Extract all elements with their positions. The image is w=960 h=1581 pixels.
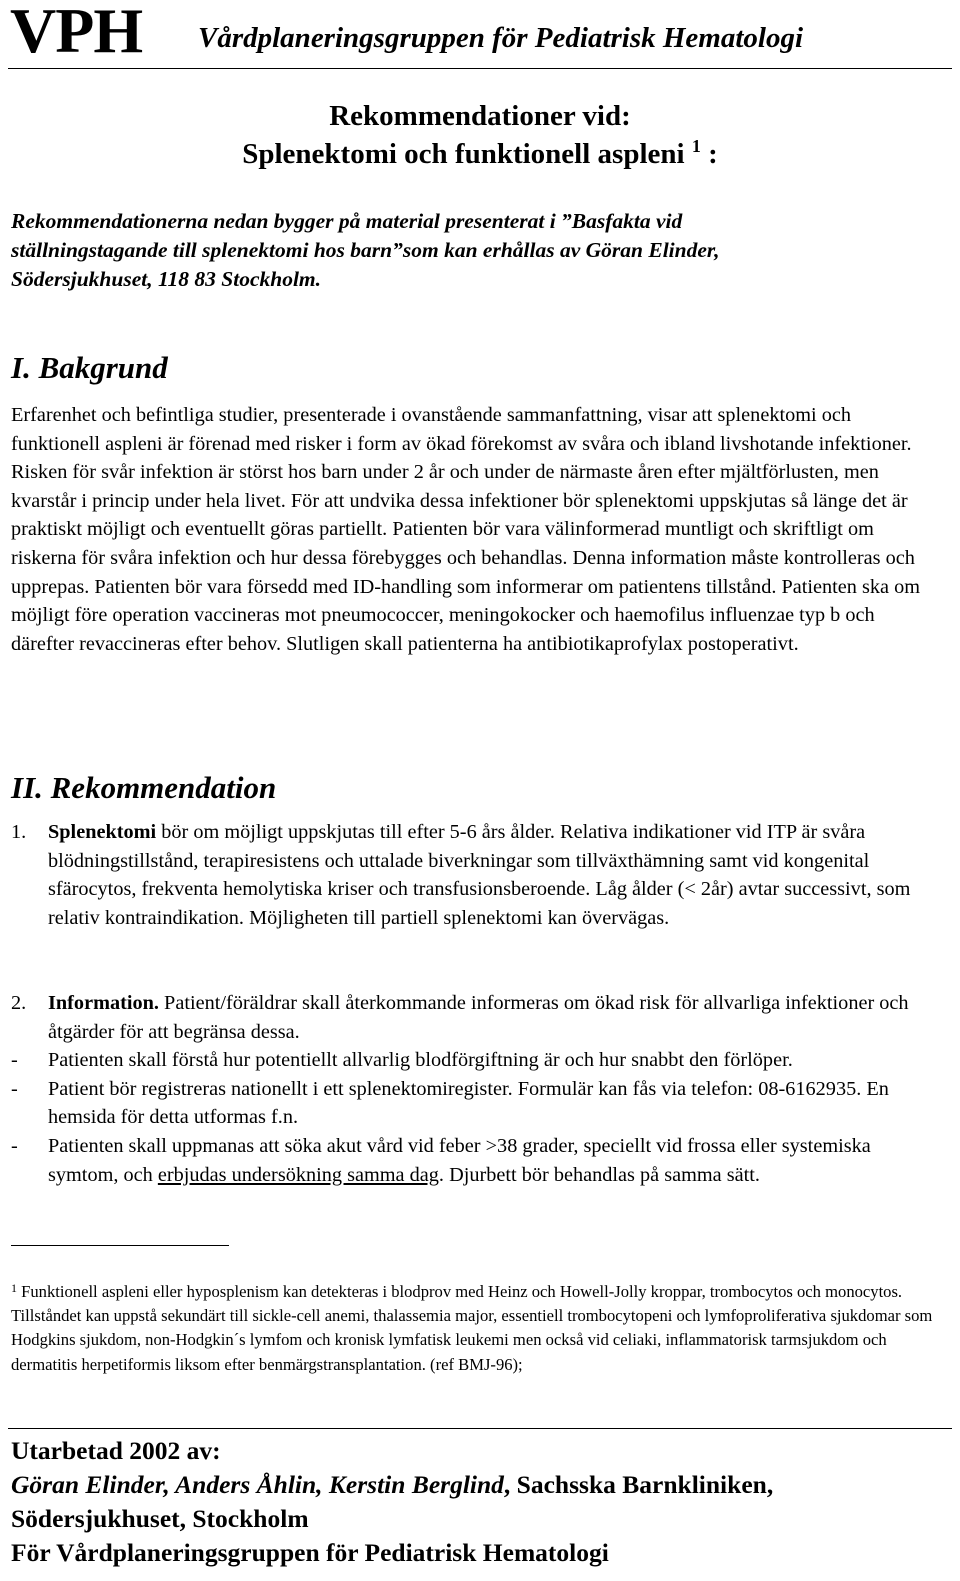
organization-name: Vårdplaneringsgruppen för Pediatrisk Hematologi — [198, 22, 804, 54]
title-line-2: Splenektomi och funktionell aspleni $^1$ : — [242, 136, 718, 170]
bullet-item: - Patienten skall förstå hur potentiellt allvarlig blodförgiftning är och hur snabbt den förlöper. — [11, 1049, 793, 1072]
section-heading-rekommendation: II. Rekommendation — [11, 770, 277, 805]
footer-credits: Utarbetad 2002 av: Göran Elinder, Anders Åhlin, Kerstin Berglind, Sachsska Barnkliniken, Södersjukhuset, Stockholm För Vårdplaneringsgruppen för Pediatrisk Hematologi — [11, 1436, 774, 1567]
title-line-1: Rekommendationer vid: — [329, 100, 631, 132]
header-rule — [8, 68, 952, 69]
underlined-text: erbjudas undersökning samma dag — [157, 1163, 439, 1186]
background-text — [11, 401, 941, 658]
background-paragraph-1: Erfarenhet och befintliga studier, presenterade i ovanstående sammanfattning, visar att splenektomi och funktionell aspleni är förenad med risker i form av ökad förekomst av svåra och ibland livshotande infektioner. — [11, 404, 912, 455]
bullet-item: - Patient bör registreras nationellt i ett splenektomiregister. Formulär kan fås via telefon: 08-6162935. En hemsida för detta utformas f.n. — [11, 1077, 889, 1129]
authors: Göran Elinder, Anders Åhlin, Kerstin Berglind — [11, 1470, 504, 1499]
document-header — [10, 0, 950, 66]
footnote-ref: 1 — [691, 136, 701, 156]
background-paragraph-2: Risken för svår infektion är störst hos barn under 2 år och under de närmaste åren efter mjältförlusten, men kvarstår i princip under hela livet. För att undvika dessa infektioner bör splenektomi uppskjutas så länge det är praktiskt möjligt och eventuellt göras partiellt. Patienten bör vara välinformerad muntligt och skriftligt om riskerna för svåra infektion och hur dessa förebygges och behandlas. Denna information måste kontrolleras och upprepas. Patienten bör vara försedd med ID-handling som informerar om patientens tillstånd. Patienten ska om möjligt före operation vaccineras mot pneumococcer, meningokocker och haemofilus influenzae typ b och därefter revaccineras efter behov. Slutligen skall patienterna ha antibiotikaprofylax postoperativt. — [11, 461, 921, 655]
footnote-rule — [11, 1245, 229, 1246]
bullet-item: - Patienten skall uppmanas att söka akut vård vid feber >38 grader, speciellt vid frossa eller systemiska symtom, och erbjudas undersökning samma dag. Djurbett bör behandlas på samma sätt. — [11, 1134, 871, 1186]
section-heading-bakgrund: I. Bakgrund — [11, 350, 168, 385]
footnote: $^1$ Funktionell aspleni eller hyposplenism kan detekteras i blodprov med Heinz och Howell-Jolly kroppar, trombocytos och monocytos. Tillståndet kan uppstå sekundärt till sickle-cell anemi, thalassemia major, essentiell trombocytopeni och lymfoproliferativa sjukdomar som Hodgkins sjukdom, non-Hodgkin´s lymfom och kronisk lymfatisk leukemi men också vid celiaki, inflammatorisk tarmsjukdom och dermatitis herpetiformis liksom efter benmärgstransplantation. (ref BMJ-96); — [11, 1281, 933, 1374]
intro-paragraph: Rekommendationerna nedan bygger på material presenterat i ”Basfakta vid ställningstagande till splenektomi hos barn”som kan erhållas av Göran Elinder, Södersjukhuset, 118 83 Stockholm. — [11, 209, 720, 291]
vph-logo: VPH — [10, 0, 143, 66]
recommendation-item-2: 2. Information. Patient/föräldrar skall återkommande informeras om ökad risk för allvarliga infektioner och åtgärder för att begränsa dessa. - Patienten skall förstå hur potentiellt allvarlig blodförgiftning är och hur snabbt den förlöper. - Patient bör registreras nationellt i ett splenektomiregister. Formulär kan fås via telefon: 08-6162935. En hemsida för detta utformas f.n. - Patienten skall uppmanas att söka akut vård vid feber >38 grader, speciellt vid frossa eller systemiska symtom, och erbjudas undersökning samma dag. Djurbett bör behandlas på samma sätt. — [11, 989, 946, 1189]
footer-rule — [8, 1428, 952, 1429]
recommendation-item-1: 1. Splenektomi bör om möjligt uppskjutas till efter 5-6 års ålder. Relativa indikationer vid ITP är svåra blödningstillstånd, terapiresistens och uttalade biverkningar som tillväxthämning samt vid kongenital sfärocytos, frekventa hemolytiska kriser och transfusionsberoende. Låg ålder (< 2år) avtar successivt, som relativ kontraindikation. Möjligheten till partiell splenektomi kan övervägas. — [11, 821, 911, 929]
